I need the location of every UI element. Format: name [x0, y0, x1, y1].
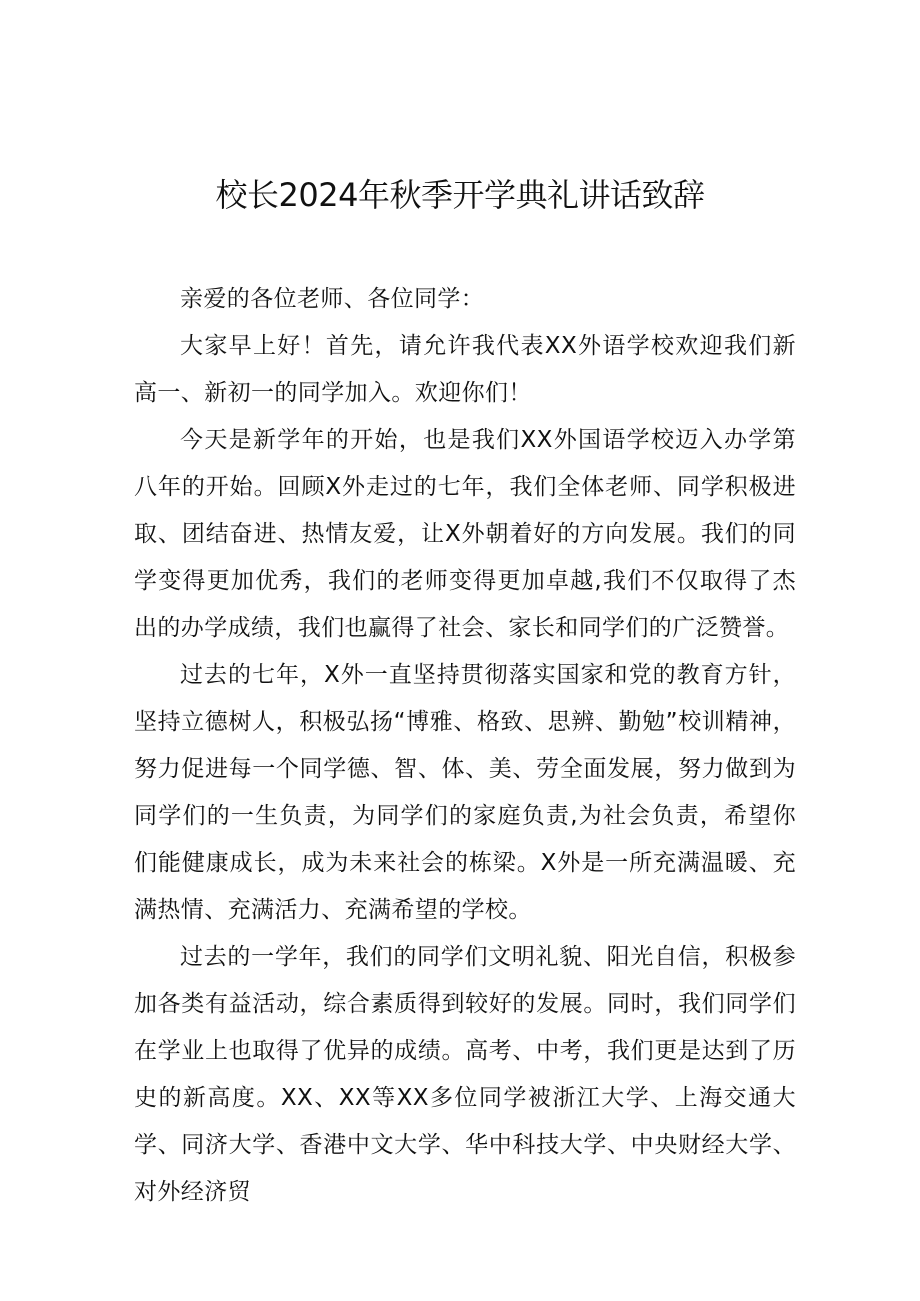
paragraph-past-school-year: 过去的一学年，我们的同学们文明礼貌、阳光自信，积极参加各类有益活动，综合素质得到较好的发展。同时，我们同学们在学业上也取得了优异的成绩。高考、中考，我们更是达到了历史的新高度。XX、XX等XX多位同学被浙江大学、上海交通大学、同济大学、香港中文大学、华中科技大学、中央财经大学、对外经济贸	[134, 944, 796, 1205]
paragraph-past-seven-years: 过去的七年，X外一直坚持贯彻落实国家和党的教育方针，坚持立德树人，积极弘扬“博雅、格致、思辨、勤勉”校训精神，努力促进每一个同学德、智、体、美、劳全面发展，努力做到为同学们的一生负责，为同学们的家庭负责,为社会负责，希望你们能健康成长，成为未来社会的栋梁。X外是一所充满温暖、充满热情、充满活力、充满希望的学校。	[134, 662, 796, 923]
paragraph-welcome: 大家早上好！首先，请允许我代表XX外语学校欢迎我们新高一、新初一的同学加入。欢迎你们！	[134, 333, 796, 406]
document-body	[134, 276, 796, 1216]
document-title: 校长2024年秋季开学典礼讲话致辞	[215, 176, 705, 214]
paragraph-new-year: 今天是新学年的开始，也是我们XX外国语学校迈入办学第八年的开始。回顾X外走过的七年，我们全体老师、同学积极进取、团结奋进、热情友爱，让X外朝着好的方向发展。我们的同学变得更加优秀，我们的老师变得更加卓越,我们不仅取得了杰出的办学成绩，我们也赢得了社会、家长和同学们的广泛赞誉。	[134, 427, 796, 641]
paragraph-greeting: 亲爱的各位老师、各位同学：	[180, 286, 485, 312]
